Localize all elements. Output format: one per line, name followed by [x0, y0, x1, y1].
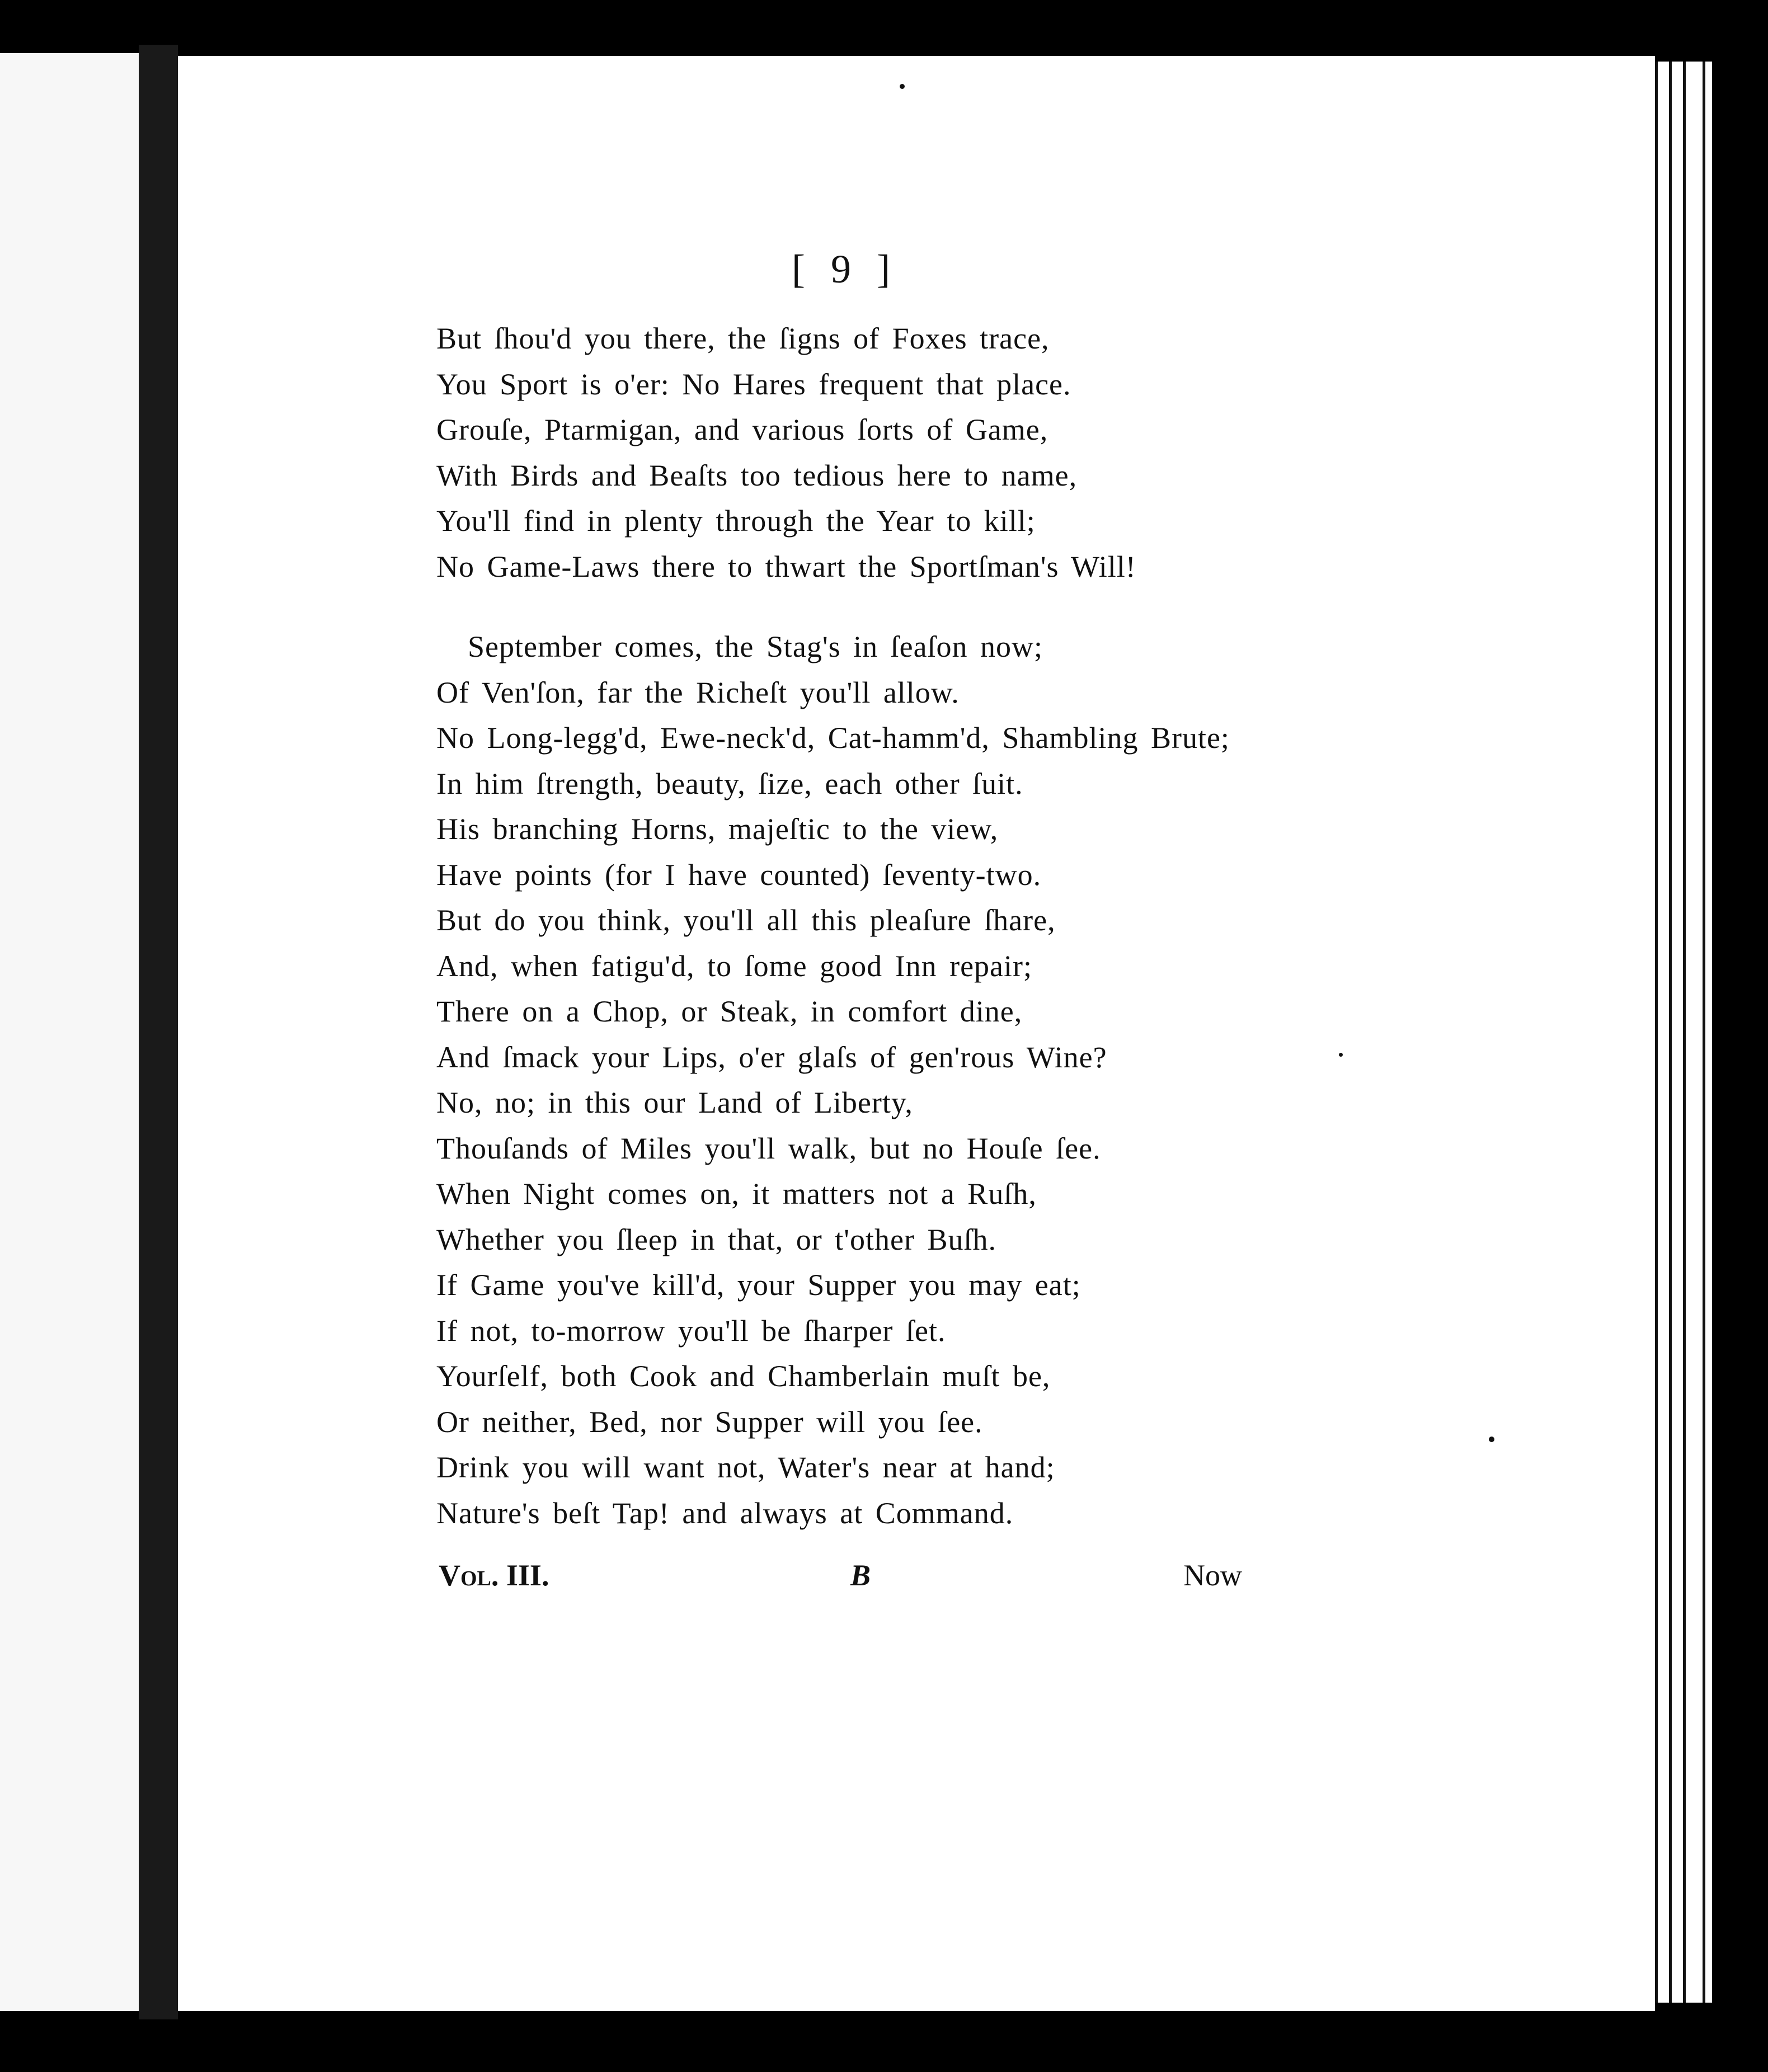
volume-signature: Vol. III.	[439, 1558, 549, 1592]
page-edge	[1703, 62, 1712, 2003]
book-gutter	[139, 45, 178, 2019]
poem-text	[436, 316, 1276, 1536]
poem-line: No Game-Laws there to thwart the Sportſman's Will!	[436, 549, 1136, 583]
page-edge	[1669, 62, 1683, 2003]
poem-line: Yourſelf, both Cook and Chamberlain muſt be,	[436, 1359, 1051, 1393]
poem-line: And, when fatigu'd, to ſome good Inn repair;	[436, 949, 1033, 983]
facing-page-edge	[0, 53, 139, 2011]
poem-line: With Birds and Beaſts too tedious here to name,	[436, 458, 1078, 492]
page-edge	[1683, 62, 1703, 2003]
catchword: Now	[1183, 1558, 1242, 1592]
poem-line: You Sport is o'er: No Hares frequent that place.	[436, 367, 1071, 401]
poem-line: And ſmack your Lips, o'er glaſs of gen'rous Wine?	[436, 1040, 1107, 1074]
poem-line: Of Ven'ſon, far the Richeſt you'll allow.	[436, 675, 960, 709]
poem-line: You'll find in plenty through the Year to kill;	[436, 504, 1036, 538]
poem-line: If not, to-morrow you'll be ſharper ſet.	[436, 1313, 946, 1348]
ink-speck	[1489, 1437, 1494, 1442]
poem-line: But ſhou'd you there, the ſigns of Foxes trace,	[436, 322, 1050, 355]
poem-line: If Game you've kill'd, your Supper you may eat;	[436, 1268, 1081, 1302]
poem-line: Or neither, Bed, nor Supper will you ſee.	[436, 1405, 983, 1439]
page-number: [ 9 ]	[792, 247, 898, 291]
poem-line: Grouſe, Ptarmigan, and various ſorts of Game,	[436, 413, 1048, 446]
ink-speck	[1339, 1053, 1343, 1057]
page-edge	[1655, 62, 1669, 2003]
poem-line: September comes, the Stag's in ſeaſon now;	[468, 630, 1043, 663]
poem-line: No, no; in this our Land of Liberty,	[436, 1086, 913, 1119]
poem-line: Whether you ſleep in that, or t'other Buſh.	[436, 1222, 996, 1256]
ink-speck	[900, 84, 905, 89]
poem-line: In him ſtrength, beauty, ſize, each other ſuit.	[436, 766, 1023, 800]
poem-line: Have points (for I have counted) ſeventy-two.	[436, 858, 1042, 892]
poem-line: There on a Chop, or Steak, in comfort dine,	[436, 995, 1023, 1028]
stanza-break	[436, 590, 1276, 624]
poem-line: His branching Horns, majeſtic to the view,	[436, 812, 999, 846]
poem-line: When Night comes on, it matters not a Ruſh,	[436, 1177, 1037, 1211]
poem-line: No Long-legg'd, Ewe-neck'd, Cat-hamm'd, Shambling Brute;	[436, 721, 1230, 755]
poem-line: Nature's beſt Tap! and always at Command.	[436, 1496, 1014, 1530]
poem-line: Thouſands of Miles you'll walk, but no Houſe ſee.	[436, 1131, 1101, 1165]
poem-line: But do you think, you'll all this pleaſure ſhare,	[436, 903, 1056, 937]
gathering-signature: B	[850, 1558, 871, 1592]
poem-line: Drink you will want not, Water's near at hand;	[436, 1451, 1055, 1484]
